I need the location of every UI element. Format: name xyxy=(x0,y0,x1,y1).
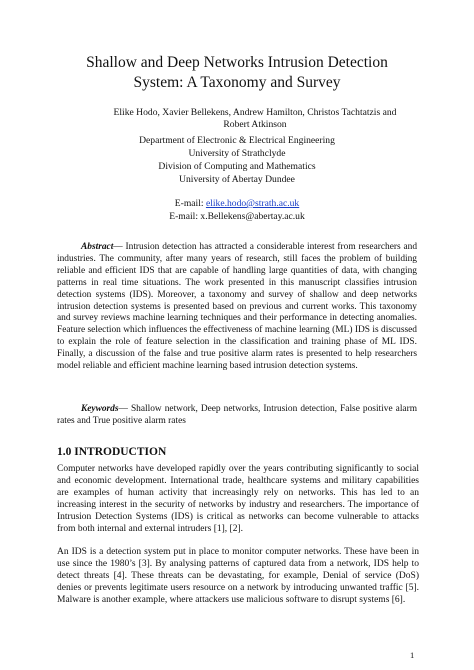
title-line-1: Shallow and Deep Networks Intrusion Detection xyxy=(86,54,388,71)
abstract-label: Abstract xyxy=(81,242,114,252)
keywords xyxy=(57,403,417,427)
affiliation-university-1: University of Strathclyde xyxy=(188,148,286,159)
email-link[interactable]: elike.hodo@strath.ac.uk xyxy=(205,198,300,209)
affiliations xyxy=(100,134,374,186)
affiliation-university-2: University of Abertay Dundee xyxy=(179,174,295,185)
email-line-2 xyxy=(100,210,374,223)
keywords-text: Shallow network, Deep networks, Intrusion detection, False positive alarm rates and True positive alarm rates xyxy=(57,404,417,426)
keywords-dash: — xyxy=(118,404,131,414)
abstract-dash: — xyxy=(113,242,126,252)
email-address: x.Bellekens@abertay.ac.uk xyxy=(200,211,305,222)
affiliation-division: Division of Computing and Mathematics xyxy=(158,161,316,172)
title-line-2: System: A Taxonomy and Survey xyxy=(133,74,341,91)
intro-paragraph-1: Computer networks have developed rapidly over the years contributing significantly to social and economic development. International trade, healthcare systems and military capabilities are examples of human activity that increasingly rely on networks. This has led to an increasing interest in the security of networks by industry and researchers. The importance of Intrusion Detection Systems (IDS) is critical as networks can become vulnerable to attacks from both internal and external intruders [1], [2]. xyxy=(57,464,419,535)
intro-paragraph-2: An IDS is a detection system put in place to monitor computer networks. These have been in use since the 1980’s [3]. By analysing patterns of captured data from a network, IDS help to detect threats [4]. These threats can be devastating, for example, Denial of service (DoS) denies or prevents legitimate users resource on a network by introducing unwanted traffic [5]. Malware is another example, where attackers use malicious software to disrupt systems [6]. xyxy=(57,547,419,606)
affiliation-department: Department of Electronic & Electrical Engineering xyxy=(139,135,335,146)
page-number: 1 xyxy=(410,650,415,660)
email-block xyxy=(100,197,374,223)
paper-title xyxy=(60,53,414,93)
abstract-text: Intrusion detection has attracted a considerable interest from researchers and industries. The community, after many years of research, still faces the problem of building reliable and efficient IDS that are capable of handling large quantities of data, with changing patterns in real time situations. The work presented in this manuscript classifies intrusion detection systems (IDS). Moreover, a taxonomy and survey of shallow and deep networks intrusion detection systems is presented based on previous and current works. This taxonomy and survey reviews machine learning techniques and their performance in detecting anomalies. Feature selection which influences the effectiveness of machine learning (ML) IDS is discussed to explain the role of feature selection in the classification and training phase of ML IDS. Finally, a discussion of the false and true positive alarm rates is presented to help researchers model reliable and efficient machine learning based intrusion detection systems. xyxy=(57,242,418,372)
email-label: E-mail: xyxy=(174,198,206,209)
email-label: E-mail: xyxy=(169,211,201,222)
keywords-label: Keywords xyxy=(81,404,119,414)
abstract xyxy=(57,242,417,373)
email-line-1 xyxy=(100,197,374,210)
section-heading-introduction: 1.0 INTRODUCTION xyxy=(57,446,167,458)
author-list: Elike Hodo, Xavier Bellekens, Andrew Hamilton, Christos Tachtatzis and Robert Atkinson xyxy=(113,107,397,130)
